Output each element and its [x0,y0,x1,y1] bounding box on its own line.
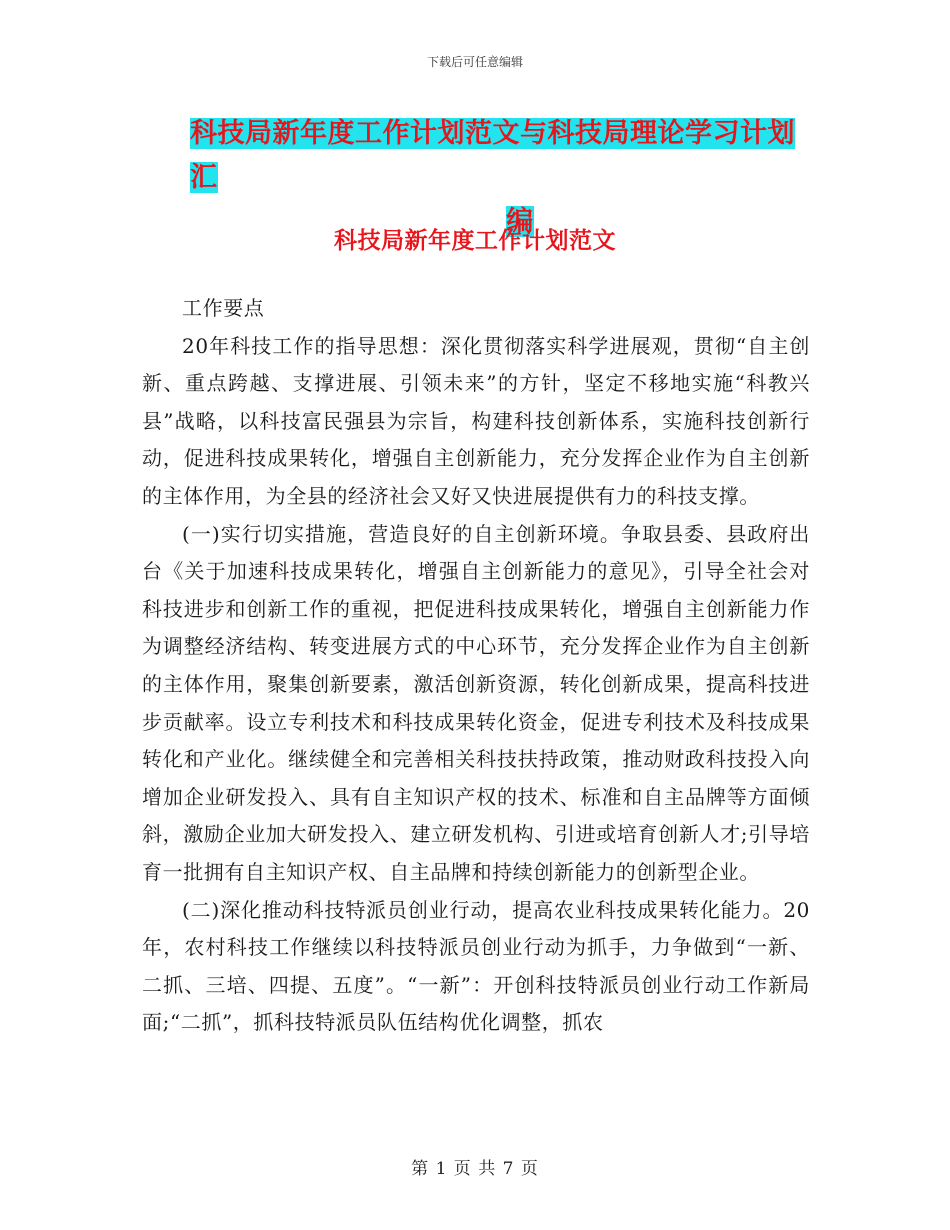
paragraph-work-points: 工作要点 [182,296,265,320]
title-line-2-text: 编 [506,206,534,237]
paragraph-guiding-thought: 20年科技工作的指导思想：深化贯彻落实科学进展观，贯彻“自主创新、重点跨越、支撑进展、引领未来”的方针，坚定不移地实施“科教兴县”战略，以科技富民强县为宗旨，构建科技创新体系，实施科技创新行动，促进科技成果转化，增强自主创新能力，充分发挥企业作为自主创新的主体作用，为全县的经济社会又好又快进展提供有力的科技支撑。 [142,333,810,508]
title-line-1-text: 科技局新年度工作计划范文与科技局理论学习计划汇 [190,118,795,193]
section-title: 科技局新年度工作计划范文 [334,228,616,254]
title-line-1 [190,112,810,200]
document-body [142,290,810,1042]
paragraph-section-1: (一)实行切实措施，营造良好的自主创新环境。争取县委、县政府出台《关于加速科技成果转化，增强自主创新能力的意见》，引导全社会对科技进步和创新工作的重视，把促进科技成果转化，增强自主创新能力作为调整经济结构、转变进展方式的中心环节，充分发挥企业作为自主创新的主体作用，聚集创新要素，激活创新资源，转化创新成果，提高科技进步贡献率。设立专利技术和科技成果转化资金，促进专利技术及科技成果转化和产业化。继续健全和完善相关科技扶持政策，推动财政科技投入向增加企业研发投入、具有自主知识产权的技术、标准和自主品牌等方面倾斜，激励企业加大研发投入、建立研发机构、引进或培育创新人才;引导培育一批拥有自主知识产权、自主品牌和持续创新能力的创新型企业。 [142,521,810,884]
paragraph-section-2: (二)深化推动科技特派员创业行动，提高农业科技成果转化能力。20年，农村科技工作继续以科技特派员创业行动为抓手，力争做到“一新、二抓、三培、四提、五度”。“一新”：开创科技特派员创业行动工作新局面;“二抓”，抓科技特派员队伍结构优化调整，抓农 [142,897,810,1035]
header-note: 下载后可任意编辑 [426,55,523,69]
page-number: 第 1 页 共 7 页 [411,1159,539,1179]
